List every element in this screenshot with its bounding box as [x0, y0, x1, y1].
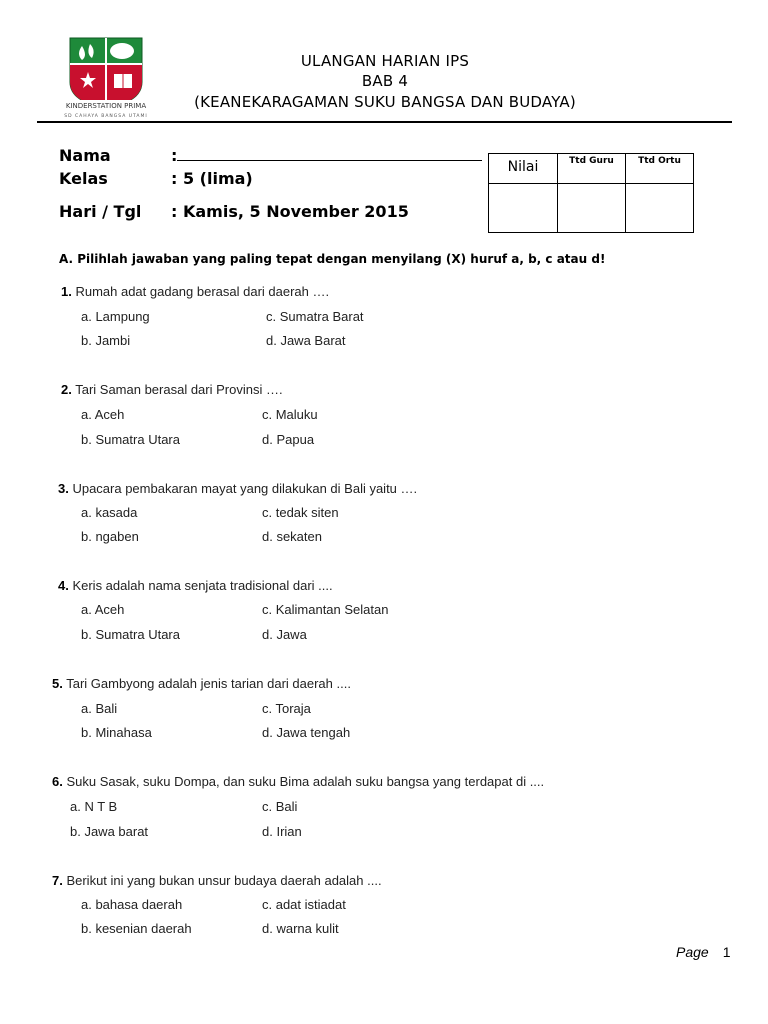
question-5: [52, 676, 351, 691]
option-d[interactable]: d. Jawa tengah: [262, 725, 351, 740]
option-c[interactable]: c. Sumatra Barat: [266, 309, 364, 324]
kelas-label: Kelas: [59, 169, 108, 188]
nilai-header: Nilai: [489, 154, 558, 184]
score-table: [488, 153, 694, 233]
question-text: Suku Sasak, suku Dompa, dan suku Bima adalah suku bangsa yang terdapat di ....: [62, 774, 545, 789]
option-d[interactable]: d. Irian: [262, 824, 302, 839]
option-b[interactable]: b. Sumatra Utara: [81, 627, 180, 642]
instruction: A. Pilihlah jawaban yang paling tepat dengan menyilang (X) huruf a, b, c atau d!: [59, 252, 606, 266]
ttd-guru-header: Ttd Guru: [558, 154, 626, 184]
option-b[interactable]: b. Sumatra Utara: [81, 432, 180, 447]
logo-text: KINDERSTATION PRIMA: [65, 102, 147, 110]
option-b[interactable]: b. Jambi: [81, 333, 131, 348]
school-logo: [60, 36, 152, 120]
option-a[interactable]: a. Aceh: [81, 407, 125, 422]
option-a[interactable]: a. Aceh: [81, 602, 125, 617]
option-a[interactable]: a. Lampung: [81, 309, 150, 324]
option-c[interactable]: c. Kalimantan Selatan: [262, 602, 389, 617]
option-c[interactable]: c. tedak siten: [262, 505, 339, 520]
question-6: [52, 774, 544, 789]
option-a[interactable]: a. kasada: [81, 505, 138, 520]
hari-label: Hari / Tgl: [59, 202, 142, 221]
question-number: 6.: [52, 774, 63, 789]
logo-subtext: SD CAHAYA BANGSA UTAMI: [64, 114, 148, 119]
question-text: Tari Saman berasal dari Provinsi ….: [71, 382, 283, 397]
title-line-2: BAB 4: [361, 72, 409, 90]
question-text: Upacara pembakaran mayat yang dilakukan di Bali yaitu ….: [68, 481, 418, 496]
option-d[interactable]: d. warna kulit: [262, 921, 339, 936]
question-3: [58, 481, 417, 496]
question-4: [58, 578, 333, 593]
nama-colon: :: [171, 146, 178, 165]
question-7: [52, 873, 382, 888]
nilai-cell[interactable]: [489, 184, 558, 233]
option-c[interactable]: c. Maluku: [262, 407, 318, 422]
question-number: 3.: [58, 481, 69, 496]
ttd-ortu-cell[interactable]: [626, 184, 694, 233]
kelas-value: : 5 (lima): [171, 169, 253, 188]
ttd-ortu-header: Ttd Ortu: [626, 154, 694, 184]
option-c[interactable]: c. Bali: [262, 799, 298, 814]
question-text: Rumah adat gadang berasal dari daerah ….: [71, 284, 330, 299]
question-number: 2.: [61, 382, 72, 397]
option-c[interactable]: c. adat istiadat: [262, 897, 346, 912]
option-d[interactable]: d. Papua: [262, 432, 315, 447]
question-number: 4.: [58, 578, 69, 593]
option-d[interactable]: d. Jawa Barat: [266, 333, 346, 348]
question-text: Berikut ini yang bukan unsur budaya daerah adalah ....: [62, 873, 382, 888]
ttd-guru-cell[interactable]: [558, 184, 626, 233]
page-number: 1: [722, 944, 731, 960]
question-number: 1.: [61, 284, 72, 299]
question-1: [61, 284, 329, 299]
question-number: 7.: [52, 873, 63, 888]
hari-value: : Kamis, 5 November 2015: [171, 202, 409, 221]
nama-field[interactable]: [171, 146, 482, 165]
question-text: Tari Gambyong adalah jenis tarian dari daerah ....: [62, 676, 351, 691]
option-a[interactable]: a. bahasa daerah: [81, 897, 183, 912]
question-text: Keris adalah nama senjata tradisional dari ....: [68, 578, 333, 593]
option-d[interactable]: d. sekaten: [262, 529, 322, 544]
option-a[interactable]: a. Bali: [81, 701, 118, 716]
option-b[interactable]: b. kesenian daerah: [81, 921, 192, 936]
title-line-3: (KEANEKARAGAMAN SUKU BANGSA DAN BUDAYA): [194, 93, 576, 111]
page-label: Page: [676, 944, 709, 960]
question-number: 5.: [52, 676, 63, 691]
nama-blank-line: [177, 146, 482, 161]
page-footer: [676, 944, 731, 960]
option-c[interactable]: c. Toraja: [262, 701, 311, 716]
title-line-1: ULANGAN HARIAN IPS: [300, 52, 470, 70]
nama-label: Nama: [59, 146, 111, 165]
option-a[interactable]: a. N T B: [70, 799, 118, 814]
header-divider: [37, 121, 732, 123]
option-d[interactable]: d. Jawa: [262, 627, 307, 642]
option-b[interactable]: b. Jawa barat: [70, 824, 149, 839]
option-b[interactable]: b. ngaben: [81, 529, 139, 544]
option-b[interactable]: b. Minahasa: [81, 725, 152, 740]
question-2: [61, 382, 283, 397]
